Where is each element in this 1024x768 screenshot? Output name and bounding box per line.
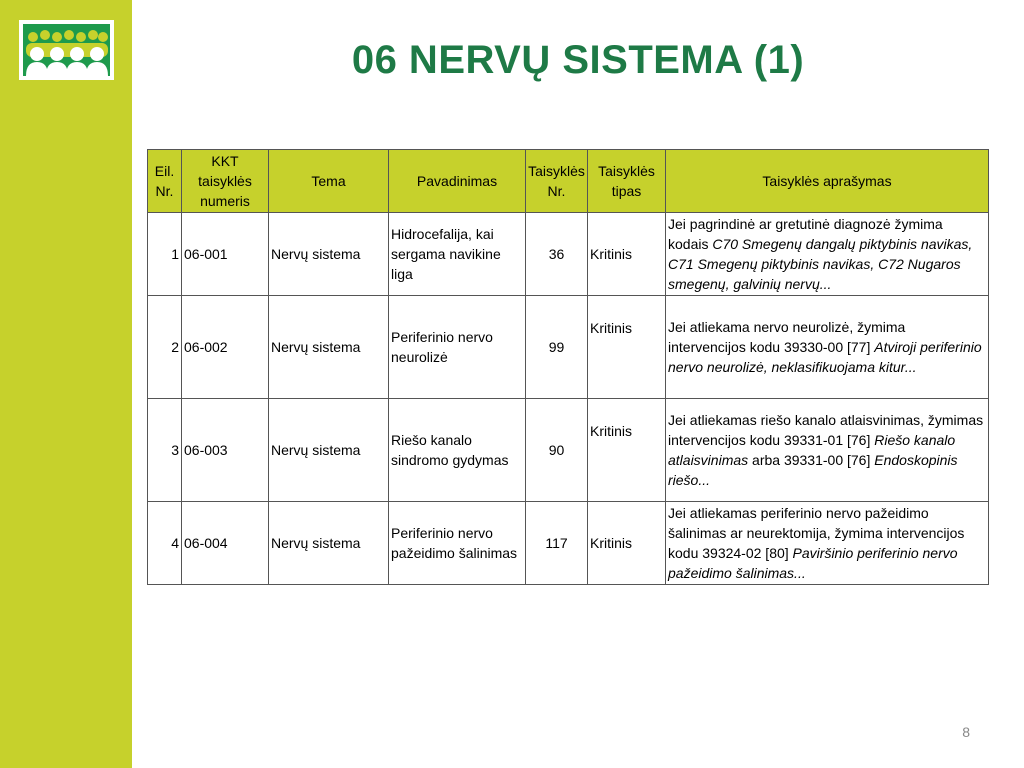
- cell-kkt: 06-001: [182, 213, 269, 296]
- page-number: 8: [962, 724, 970, 740]
- cell-aprasymas: [666, 213, 989, 296]
- cell-tema: Nervų sistema: [269, 399, 389, 502]
- table-row: [148, 502, 989, 585]
- cell-pavadinimas: Riešo kanalo sindromo gydymas: [389, 399, 526, 502]
- header-nr: Eil. Nr.: [148, 150, 182, 213]
- cell-tipas: Kritinis: [588, 399, 666, 502]
- cell-tema: Nervų sistema: [269, 213, 389, 296]
- cell-pavadinimas: Hidrocefalija, kai sergama navikine liga: [389, 213, 526, 296]
- cell-tema: Nervų sistema: [269, 502, 389, 585]
- cell-pavadinimas: Periferinio nervo neurolizė: [389, 296, 526, 399]
- header-tema: Tema: [269, 150, 389, 213]
- apr-text: Jei atliekamas riešo kanalo atlaisvinimas, žymimas intervencijos kodu 39331-01 [76]: [668, 412, 984, 448]
- header-taisykles-nr: Taisyklės Nr.: [526, 150, 588, 213]
- table-row: [148, 296, 989, 399]
- cell-pavadinimas: Periferinio nervo pažeidimo šalinimas: [389, 502, 526, 585]
- apr-italic-text: C70 Smegenų dangalų piktybinis navikas, C71 Smegenų piktybinis navikas, C72 Nugaros smegenų, galvinių nervų...: [668, 236, 973, 292]
- cell-kkt: 06-003: [182, 399, 269, 502]
- table-row: [148, 399, 989, 502]
- apr-italic-text: Atviroji periferinio nervo neurolizė, neklasifikuojama kitur...: [668, 339, 982, 375]
- apr-text-2: arba 39331-00 [76]: [748, 452, 875, 468]
- cell-tipas: Kritinis: [588, 502, 666, 585]
- table-row: [148, 213, 989, 296]
- rules-table: [147, 149, 989, 585]
- header-pavadinimas: Pavadinimas: [389, 150, 526, 213]
- cell-tema: Nervų sistema: [269, 296, 389, 399]
- logo: [19, 20, 114, 80]
- cell-taisykles-nr: 117: [526, 502, 588, 585]
- cell-tipas: Kritinis: [588, 213, 666, 296]
- apr-text: Jei atliekama nervo neurolizė, žymima intervencijos kodu 39330-00 [77]: [668, 319, 906, 355]
- header-kkt: KKT taisyklės numeris: [182, 150, 269, 213]
- sidebar-accent-bar: [0, 0, 132, 768]
- apr-italic-text-2: Endoskopinis riešo...: [668, 452, 958, 488]
- apr-text: Jei atliekamas periferinio nervo pažeidimo šalinimas ar neurektomija, žymima intervencijos kodu 39324-02 [80]: [668, 505, 965, 561]
- cell-nr: 2: [148, 296, 182, 399]
- cell-nr: 3: [148, 399, 182, 502]
- cell-aprasymas: [666, 399, 989, 502]
- people-group-icon-svg: [23, 24, 110, 76]
- cell-taisykles-nr: 99: [526, 296, 588, 399]
- apr-italic-text: Paviršinio periferinio nervo pažeidimo šalinimas...: [668, 545, 958, 581]
- apr-italic-text: Riešo kanalo atlaisvinimas: [668, 432, 956, 468]
- cell-tipas: Kritinis: [588, 296, 666, 399]
- table-header-row: [148, 150, 989, 213]
- cell-taisykles-nr: 36: [526, 213, 588, 296]
- cell-nr: 1: [148, 213, 182, 296]
- header-aprasymas: Taisyklės aprašymas: [666, 150, 989, 213]
- cell-nr: 4: [148, 502, 182, 585]
- apr-text: Jei pagrindinė ar gretutinė diagnozė žymima kodais: [668, 216, 943, 252]
- header-tipas: Taisyklės tipas: [588, 150, 666, 213]
- people-group-icon: [23, 24, 110, 76]
- page-title: 06 NERVŲ SISTEMA (1): [351, 38, 805, 82]
- cell-aprasymas: [666, 502, 989, 585]
- cell-aprasymas: [666, 296, 989, 399]
- cell-kkt: 06-002: [182, 296, 269, 399]
- cell-kkt: 06-004: [182, 502, 269, 585]
- cell-taisykles-nr: 90: [526, 399, 588, 502]
